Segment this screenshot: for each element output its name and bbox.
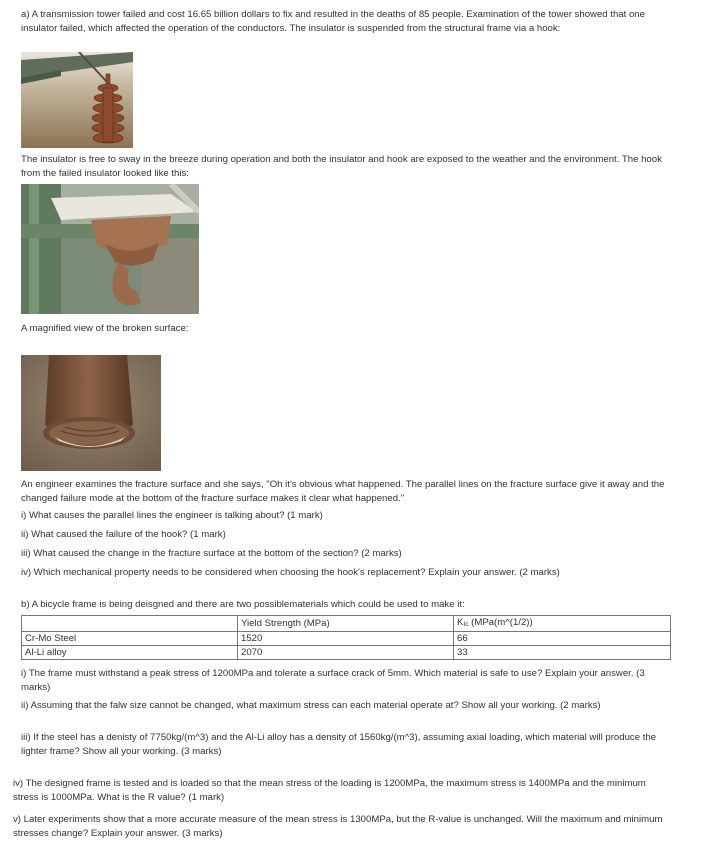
question-b-ii: ii) Assuming that the falw size cannot be changed, what maximum stress can each material operate at? Show all your working. (2 marks) [21,700,601,711]
question-b-iii: iii) If the steel has a denisty of 7750kg/(m^3) and the Al-Li alloy has a density of 1560kg/(m^3), assuming axial loading, which material will produce the lighter frame? Show all your working. (3 marks) [21,732,657,757]
part-a-intro: a) A transmission tower failed and cost 16.65 billion dollars to fix and resulted in the deaths of 85 people. Examination of the tower showed that one insulator failed, which affected the operation of the conductors. The insulator is suspended from the structural frame via a hook: [21,9,645,34]
question-a-i: i) What causes the parallel lines the engineer is talking about? (1 mark) [21,510,323,521]
table-row [22,632,671,646]
insulator-photo [21,52,133,148]
table-cell-yield: 2070 [238,646,454,660]
sway-paragraph: The insulator is free to sway in the breeze during operation and both the insulator and hook are exposed to the weather and the environment. The hook from the failed insulator looked like this: [21,154,662,179]
part-b-intro: b) A bicycle frame is being deisgned and there are two possiblematerials which could be used to make it: [21,599,465,610]
fracture-surface-photo [21,355,161,471]
table-cell-material: Cr-Mo Steel [22,632,238,646]
table-header-kic: KIc (MPa(m^(1/2)) [454,616,671,632]
table-cell-material: Al-Li alloy [22,646,238,660]
question-a-iii: iii) What caused the change in the fracture surface at the bottom of the section? (2 marks) [21,548,402,559]
table-cell-kic: 66 [454,632,671,646]
table-header-row [22,616,671,632]
question-b-iv: iv) The designed frame is tested and is loaded so that the mean stress of the loading is 1200MPa, the maximum stress is 1400MPa and the minimum stress is 1000MPa. What is the R value? (1 mark) [13,778,646,803]
table-header-yield: Yield Strength (MPa) [238,616,454,632]
table-cell-yield: 1520 [238,632,454,646]
table-cell-kic: 33 [454,646,671,660]
table-row [22,646,671,660]
question-b-v: v) Later experiments show that a more accurate measure of the mean stress is 1300MPa, but the R-value is unchanged. Will the maximum and minimum stresses change? Explain your answer. (3 marks) [13,814,663,839]
question-a-ii: ii) What caused the failure of the hook? (1 mark) [21,529,226,540]
magnified-caption: A magnified view of the broken surface: [21,323,189,334]
table-header-material [22,616,238,632]
hook-photo [21,184,199,314]
engineer-paragraph: An engineer examines the fracture surface and she says, "Oh it's obvious what happened. The parallel lines on the fracture surface give it away and the changed failure mode at the bottom of the fracture surface makes it clear what happened." [21,479,665,504]
question-a-iv: iv) Which mechanical property needs to be considered when choosing the hook's replacement? Explain your answer. (2 marks) [21,567,560,578]
question-b-i: i) The frame must withstand a peak stress of 1200MPa and tolerate a surface crack of 5mm. Which material is safe to use? Explain your answer. (3 marks) [21,668,645,693]
materials-table [21,615,671,660]
